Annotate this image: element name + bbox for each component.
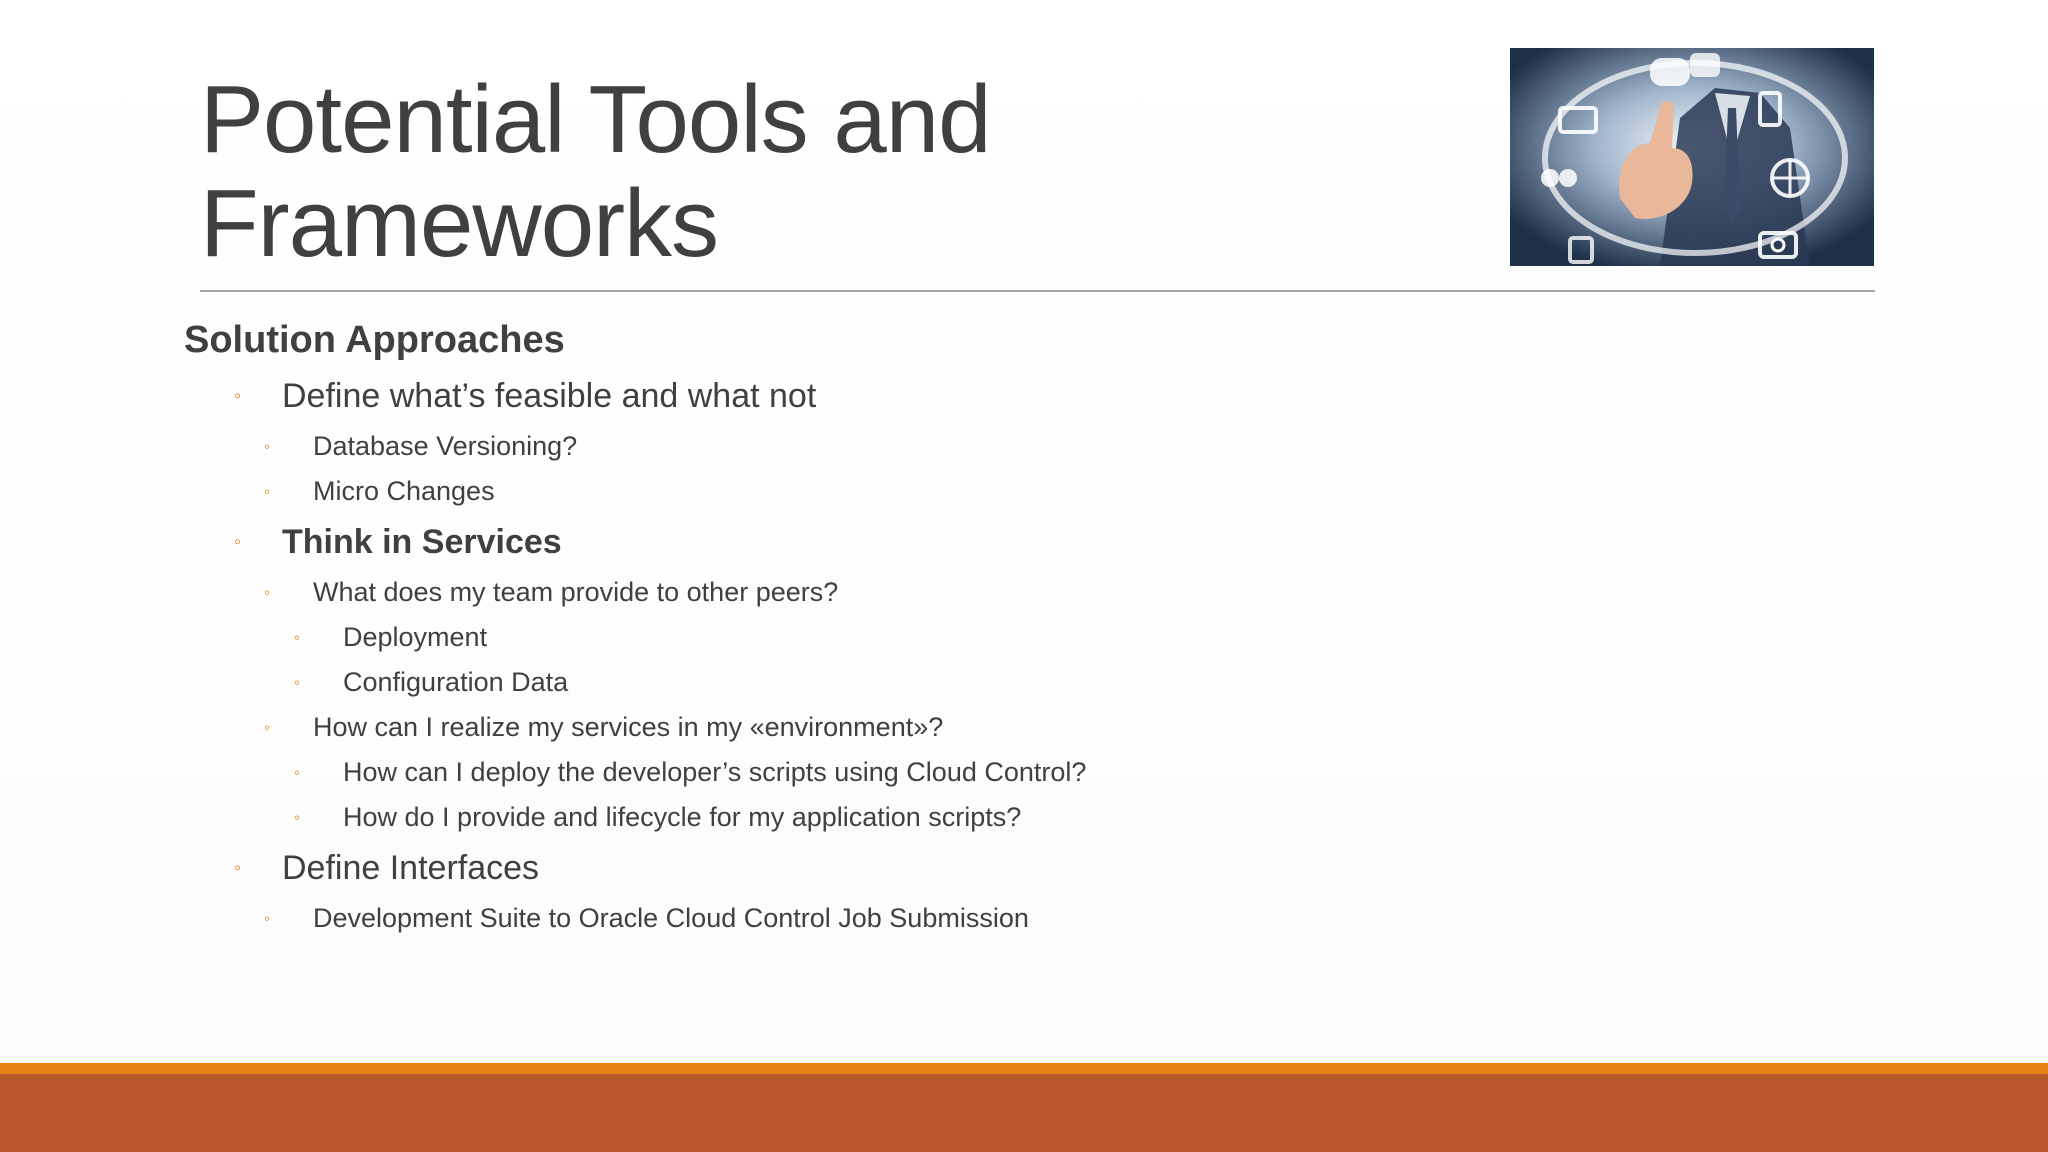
list-item	[184, 660, 1784, 705]
list-item-text: How do I provide and lifecycle for my application scripts?	[343, 802, 1022, 832]
bullet-icon: ◦	[264, 482, 271, 501]
list-item	[184, 615, 1784, 660]
list-item-text: Database Versioning?	[313, 431, 578, 461]
list-item-text: Development Suite to Oracle Cloud Control Job Submission	[313, 903, 1029, 933]
list-item	[184, 570, 1784, 615]
list-item	[184, 705, 1784, 750]
bullet-icon: ◦	[264, 437, 271, 456]
footer-accent-stripe	[0, 1063, 2048, 1074]
list-item	[184, 469, 1784, 514]
list-item-text: Define what’s feasible and what not	[282, 377, 817, 415]
bullet-icon: ◦	[294, 628, 301, 647]
list-item	[184, 840, 1784, 896]
list-item-text: Define Interfaces	[282, 849, 540, 887]
slide-title-line-1: Potential Tools and	[200, 66, 991, 173]
content-area	[184, 312, 1784, 941]
list-item-text: How can I realize my services in my «environment»?	[313, 712, 944, 742]
business-touch-network-image	[1510, 48, 1874, 266]
slide-title-line-2: Frameworks	[200, 170, 719, 277]
bullet-icon: ◦	[264, 718, 271, 737]
slide-title	[200, 68, 1400, 276]
bullet-icon: ◦	[294, 808, 301, 827]
hero-illustration	[1510, 48, 1874, 266]
section-heading: Solution Approaches	[184, 319, 565, 361]
list-item-text: What does my team provide to other peers?	[313, 577, 839, 607]
list-item-text: How can I deploy the developer’s scripts using Cloud Control?	[343, 757, 1087, 787]
list-item	[184, 750, 1784, 795]
list-item-text: Think in Services	[282, 523, 562, 561]
bullet-icon: ◦	[264, 583, 271, 602]
list-item-text: Configuration Data	[343, 667, 569, 697]
list-item-text: Deployment	[343, 622, 488, 652]
title-divider	[200, 290, 1875, 292]
bullet-icon: ◦	[264, 909, 271, 928]
footer-band	[0, 1074, 2048, 1152]
bullet-icon: ◦	[234, 857, 242, 879]
list-item-text: Micro Changes	[313, 476, 495, 506]
list-item	[184, 795, 1784, 840]
list-item	[184, 514, 1784, 570]
list-item	[184, 424, 1784, 469]
bullet-icon: ◦	[234, 531, 242, 553]
list-item	[184, 896, 1784, 941]
list-item	[184, 368, 1784, 424]
bullet-icon: ◦	[294, 673, 301, 692]
bullet-icon: ◦	[234, 385, 242, 407]
bullet-icon: ◦	[294, 763, 301, 782]
